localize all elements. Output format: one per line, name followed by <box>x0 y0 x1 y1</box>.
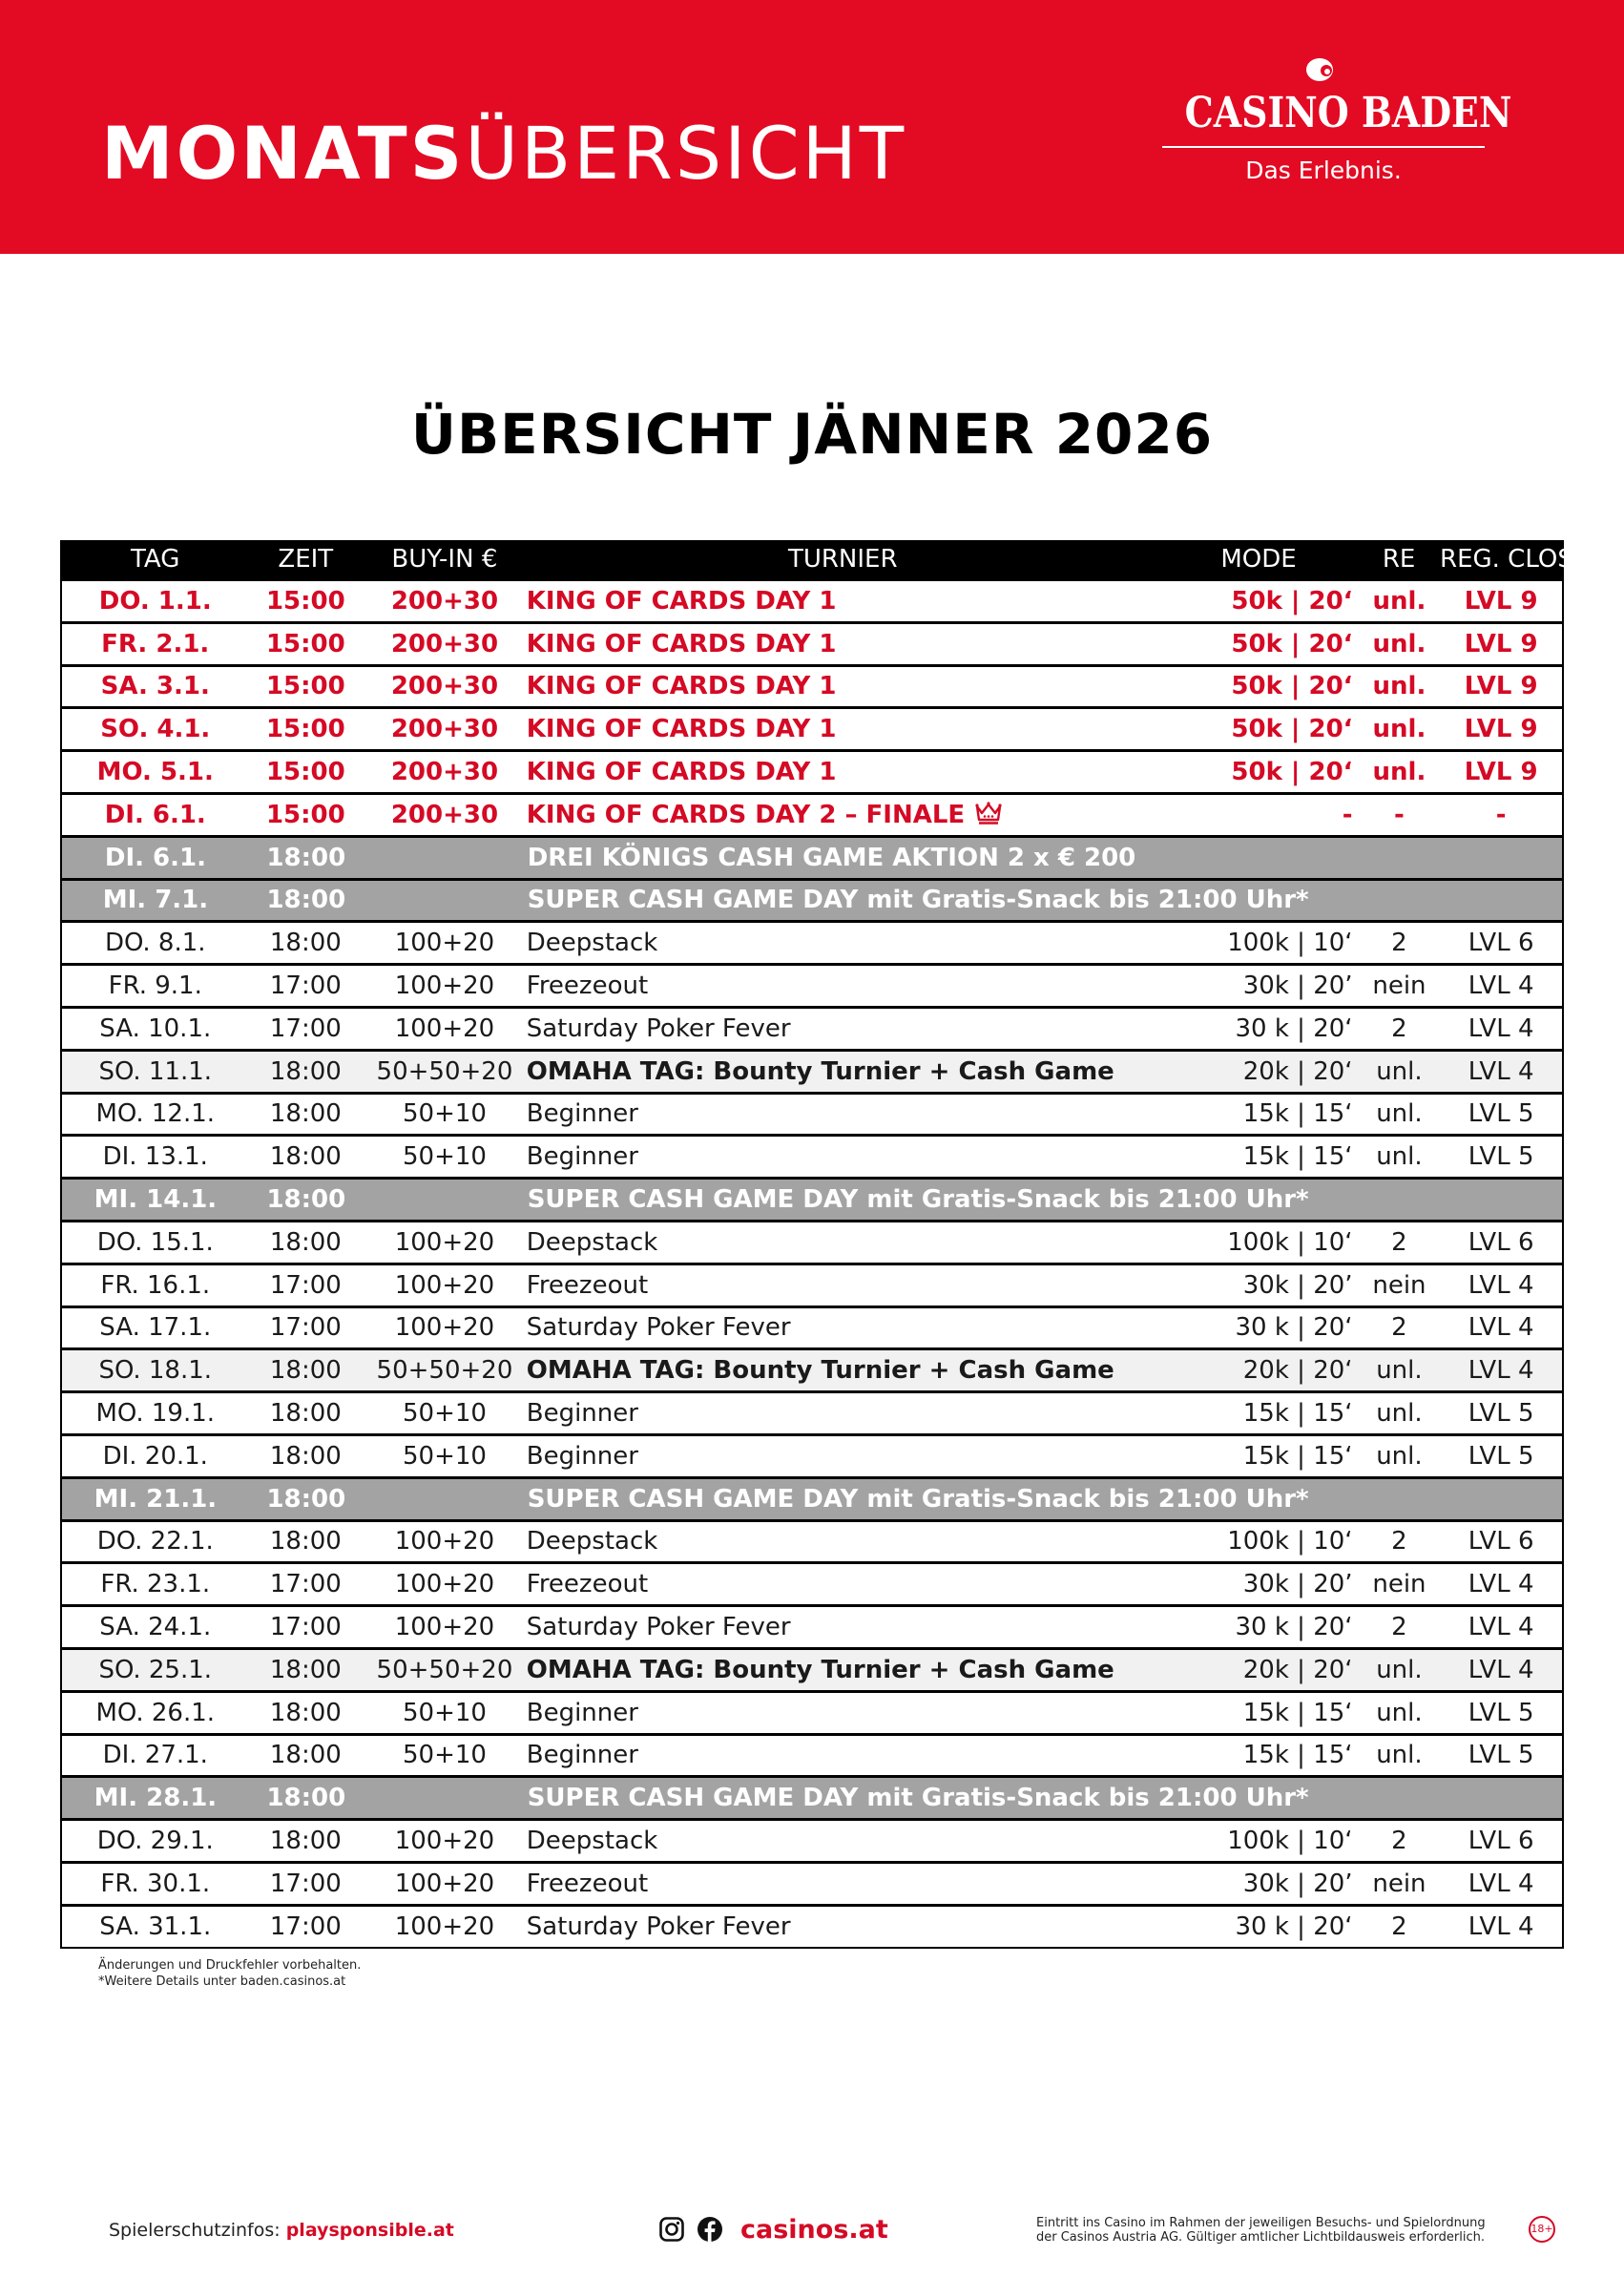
cell-tag: SO. 4.1. <box>100 715 211 744</box>
cell-buyin: 50+50+20 <box>376 1356 513 1386</box>
cell-tag: DO. 15.1. <box>96 1227 214 1257</box>
cell-reg-clos: LVL 9 <box>1464 629 1538 658</box>
cell-buyin: 50+10 <box>402 1099 487 1129</box>
cell-re: unl. <box>1376 1056 1423 1086</box>
cell-tag: FR. 23.1. <box>100 1570 211 1599</box>
cell-turnier <box>527 1565 1159 1603</box>
cell-zeit: 18:00 <box>269 1441 342 1471</box>
cell-zeit: 15:00 <box>265 800 345 829</box>
header-tag: TAG <box>131 545 180 574</box>
cell-turnier <box>527 1736 1159 1774</box>
cell-re: unl. <box>1372 586 1426 616</box>
cell-re: unl. <box>1376 1698 1423 1727</box>
cell-buyin: 100+20 <box>394 971 495 1001</box>
header-zeit: ZEIT <box>278 545 334 574</box>
cell-turnier <box>527 1522 1159 1560</box>
table-row <box>62 1519 1562 1562</box>
cell-mode: 15k | 15‘ <box>1242 1099 1353 1129</box>
table-row <box>62 1006 1562 1049</box>
cell-tag: MI. 7.1. <box>102 886 209 915</box>
cell-re: 2 <box>1391 1827 1407 1855</box>
cell-mode: 30 k | 20‘ <box>1235 1911 1353 1941</box>
table-row-special-event <box>62 1775 1562 1818</box>
cell-turnier <box>527 796 1159 834</box>
cell-turnier <box>527 1053 1159 1091</box>
cell-turnier <box>527 1351 1159 1389</box>
cell-buyin: 100+20 <box>394 1013 495 1043</box>
table-row <box>62 920 1562 963</box>
cell-zeit: 15:00 <box>265 758 345 787</box>
cell-mode: 50k | 20‘ <box>1231 715 1353 744</box>
cell-tag: FR. 30.1. <box>100 1869 211 1898</box>
cell-buyin: 50+10 <box>402 1142 487 1172</box>
cell-reg-clos: LVL 6 <box>1468 929 1534 958</box>
cell-turnier <box>527 1908 1159 1946</box>
cell-zeit: 18:00 <box>269 1827 342 1855</box>
casinos-at-link[interactable]: casinos.at <box>740 2214 888 2245</box>
casino-logo-mark-icon <box>1303 55 1342 84</box>
table-row <box>62 1092 1562 1135</box>
cell-re: unl. <box>1372 758 1426 787</box>
cell-mode: 50k | 20‘ <box>1231 672 1353 701</box>
cell-buyin: 100+20 <box>394 929 495 958</box>
cell-zeit: 15:00 <box>265 672 345 701</box>
cell-zeit: 18:00 <box>269 1056 342 1086</box>
cell-tag: SO. 25.1. <box>98 1655 213 1684</box>
cell-turnier <box>527 1223 1159 1262</box>
cell-reg-clos: LVL 6 <box>1468 1227 1534 1257</box>
cell-tag: MO. 19.1. <box>95 1399 216 1429</box>
cell-re: unl. <box>1376 1142 1423 1172</box>
cell-buyin: 100+20 <box>394 1227 495 1257</box>
cell-zeit: 18:00 <box>266 886 346 915</box>
tournament-name: OMAHA TAG: Bounty Turnier + Cash Game <box>526 1056 1114 1086</box>
cell-mode: 100k | 10‘ <box>1227 1527 1353 1556</box>
tournament-name: Deepstack <box>526 1827 658 1855</box>
table-row <box>62 1134 1562 1177</box>
cell-buyin: 50+50+20 <box>376 1056 513 1086</box>
cell-turnier <box>527 1822 1159 1860</box>
tournament-name: Beginner <box>526 1142 638 1172</box>
cell-reg-clos: LVL 4 <box>1468 1613 1534 1642</box>
tournament-name: Deepstack <box>526 1527 658 1556</box>
instagram-icon[interactable] <box>658 2216 685 2243</box>
cell-turnier <box>527 1394 1159 1432</box>
cell-zeit: 17:00 <box>269 1270 342 1300</box>
cell-re: 2 <box>1391 929 1407 958</box>
cell-buyin: 50+10 <box>402 1698 487 1727</box>
cell-mode: 100k | 10‘ <box>1227 929 1353 958</box>
player-protection-label: Spielerschutzinfos: <box>109 2220 281 2241</box>
cell-turnier <box>527 753 1159 791</box>
table-row <box>62 1733 1562 1776</box>
table-row <box>62 1904 1562 1947</box>
cell-turnier: DREI KÖNIGS CASH GAME AKTION 2 x € 200 <box>527 843 1136 872</box>
cell-buyin: 100+20 <box>394 1869 495 1898</box>
cell-zeit: 18:00 <box>269 1698 342 1727</box>
cell-zeit: 15:00 <box>265 586 345 616</box>
cell-reg-clos: LVL 4 <box>1468 1356 1534 1386</box>
cell-tag: SA. 3.1. <box>100 672 210 701</box>
cell-zeit: 17:00 <box>269 1869 342 1898</box>
tournament-name: Deepstack <box>526 929 658 958</box>
cell-tag: DI. 6.1. <box>104 800 206 829</box>
cell-zeit: 18:00 <box>269 1527 342 1556</box>
cell-mode: 20k | 20‘ <box>1242 1356 1353 1386</box>
footnotes <box>98 1957 361 1990</box>
cell-mode: 30 k | 20‘ <box>1235 1013 1353 1043</box>
cell-re: nein <box>1372 1270 1426 1300</box>
cell-tag: MO. 5.1. <box>96 758 214 787</box>
cell-reg-clos: - <box>1495 800 1507 829</box>
tournament-name: Freezeout <box>526 1270 649 1300</box>
cell-tag: SA. 17.1. <box>99 1313 212 1343</box>
banner-title-light: ÜBERSICHT <box>465 111 907 196</box>
cell-zeit: 17:00 <box>269 1911 342 1941</box>
cell-buyin: 200+30 <box>390 758 499 787</box>
cell-zeit: 17:00 <box>269 971 342 1001</box>
cell-turnier <box>527 1608 1159 1646</box>
cell-tag: FR. 9.1. <box>108 971 202 1001</box>
header-mode: MODE <box>1220 545 1297 574</box>
schedule-table <box>60 540 1582 1949</box>
tournament-name: Freezeout <box>526 971 649 1001</box>
cell-tag: DO. 8.1. <box>104 929 206 958</box>
tournament-name: Saturday Poker Fever <box>526 1613 791 1642</box>
cell-re: 2 <box>1391 1013 1407 1043</box>
tournament-name: Beginner <box>526 1399 638 1429</box>
cell-re: 2 <box>1391 1527 1407 1556</box>
cell-tag: DI. 13.1. <box>102 1142 208 1172</box>
cell-mode: 100k | 10‘ <box>1227 1227 1353 1257</box>
cell-zeit: 18:00 <box>266 843 346 872</box>
tournament-name: Freezeout <box>526 1869 649 1898</box>
banner-title-bold: MONATS <box>101 111 466 196</box>
table-row <box>62 963 1562 1006</box>
header-reg-clos: REG. CLOS. <box>1440 545 1582 574</box>
cell-mode: 15k | 15‘ <box>1242 1142 1353 1172</box>
cell-buyin: 200+30 <box>390 586 499 616</box>
cell-tag: DO. 22.1. <box>96 1527 214 1556</box>
cell-mode: 30k | 20’ <box>1242 971 1353 1001</box>
cell-buyin: 50+10 <box>402 1399 487 1429</box>
cell-re: nein <box>1372 1570 1426 1599</box>
crown-icon <box>974 801 1003 825</box>
cell-reg-clos: LVL 4 <box>1468 971 1534 1001</box>
cell-reg-clos: LVL 4 <box>1468 1013 1534 1043</box>
cell-mode: 30 k | 20‘ <box>1235 1313 1353 1343</box>
cell-tag: DO. 29.1. <box>96 1827 214 1855</box>
cell-turnier <box>527 1694 1159 1732</box>
cell-mode: 50k | 20‘ <box>1231 586 1353 616</box>
cell-mode: 30k | 20’ <box>1242 1869 1353 1898</box>
table-row <box>62 1647 1562 1690</box>
cell-re: - <box>1394 800 1405 829</box>
cell-buyin: 50+50+20 <box>376 1655 513 1684</box>
cell-turnier <box>527 1437 1159 1475</box>
cell-reg-clos: LVL 4 <box>1468 1056 1534 1086</box>
table-row-special-event <box>62 835 1562 878</box>
cell-reg-clos: LVL 9 <box>1464 758 1538 787</box>
table-row <box>62 1604 1562 1647</box>
cell-turnier <box>527 1010 1159 1048</box>
tournament-name: Beginner <box>526 1099 638 1129</box>
cell-reg-clos: LVL 6 <box>1468 1527 1534 1556</box>
table-row <box>62 621 1562 664</box>
logo-divider <box>1162 146 1485 148</box>
cell-re: unl. <box>1376 1655 1423 1684</box>
cell-tag: DI. 27.1. <box>102 1741 208 1770</box>
cell-turnier <box>527 1308 1159 1347</box>
cell-zeit: 18:00 <box>266 1484 346 1514</box>
table-row <box>62 1690 1562 1733</box>
tournament-name: Saturday Poker Fever <box>526 1911 791 1941</box>
cell-mode: 15k | 15‘ <box>1242 1741 1353 1770</box>
page-title: ÜBERSICHT JÄNNER 2026 <box>410 402 1214 467</box>
cell-tag: SO. 18.1. <box>98 1356 213 1386</box>
cell-reg-clos: LVL 4 <box>1468 1869 1534 1898</box>
cell-buyin: 100+20 <box>394 1270 495 1300</box>
cell-re: unl. <box>1376 1399 1423 1429</box>
cell-zeit: 18:00 <box>269 929 342 958</box>
cell-buyin: 100+20 <box>394 1613 495 1642</box>
cell-tag: MI. 28.1. <box>94 1784 218 1813</box>
cell-reg-clos: LVL 5 <box>1468 1142 1534 1172</box>
table-header-row <box>62 540 1582 578</box>
cell-turnier: SUPER CASH GAME DAY mit Gratis-Snack bis 21:00 Uhr* <box>527 1784 1309 1813</box>
cell-zeit: 17:00 <box>269 1613 342 1642</box>
cell-zeit: 17:00 <box>269 1013 342 1043</box>
header-buyin: BUY-IN € <box>391 545 498 574</box>
table-row-special-event <box>62 1177 1562 1220</box>
legal-line-1: Eintritt ins Casino im Rahmen der jeweiligen Besuchs- und Spielordnung <box>1036 2216 1486 2230</box>
casino-baden-logo <box>1162 50 1512 193</box>
cell-mode: 15k | 15‘ <box>1242 1399 1353 1429</box>
table-row <box>62 1861 1562 1904</box>
cell-reg-clos: LVL 5 <box>1468 1099 1534 1129</box>
cell-reg-clos: LVL 4 <box>1468 1313 1534 1343</box>
playsponsible-link[interactable]: playsponsible.at <box>285 2220 454 2241</box>
cell-re: nein <box>1372 1869 1426 1898</box>
cell-mode: 100k | 10‘ <box>1227 1827 1353 1855</box>
tournament-name: OMAHA TAG: Bounty Turnier + Cash Game <box>526 1655 1114 1684</box>
cell-re: 2 <box>1391 1613 1407 1642</box>
cell-tag: DO. 1.1. <box>98 586 212 616</box>
header-re: RE <box>1382 545 1416 574</box>
cell-turnier <box>527 1266 1159 1305</box>
cell-buyin: 200+30 <box>390 672 499 701</box>
cell-reg-clos: LVL 5 <box>1468 1698 1534 1727</box>
cell-buyin: 100+20 <box>394 1570 495 1599</box>
table-row <box>62 1818 1562 1861</box>
cell-reg-clos: LVL 9 <box>1464 672 1538 701</box>
cell-tag: SA. 31.1. <box>99 1911 212 1941</box>
cell-turnier: SUPER CASH GAME DAY mit Gratis-Snack bis 21:00 Uhr* <box>527 886 1309 915</box>
cell-tag: MI. 21.1. <box>94 1484 218 1514</box>
tournament-name: Freezeout <box>526 1570 649 1599</box>
cell-zeit: 17:00 <box>269 1313 342 1343</box>
header-turnier: TURNIER <box>787 545 898 574</box>
tournament-name: Beginner <box>526 1441 638 1471</box>
player-protection <box>109 2220 454 2241</box>
cell-reg-clos: LVL 4 <box>1468 1570 1534 1599</box>
tournament-name: KING OF CARDS DAY 1 <box>526 629 837 658</box>
cell-tag: FR. 16.1. <box>100 1270 211 1300</box>
cell-mode: 30k | 20’ <box>1242 1570 1353 1599</box>
cell-zeit: 18:00 <box>269 1741 342 1770</box>
table-row <box>62 1561 1562 1604</box>
cell-buyin: 100+20 <box>394 1911 495 1941</box>
age-18-badge: 18+ <box>1529 2216 1555 2243</box>
cell-zeit: 18:00 <box>269 1356 342 1386</box>
cell-mode: 30 k | 20‘ <box>1235 1613 1353 1642</box>
footnote-details: *Weitere Details unter baden.casinos.at <box>98 1974 346 1989</box>
cell-reg-clos: LVL 9 <box>1464 586 1538 616</box>
footer <box>0 2212 1624 2250</box>
cell-tag: DI. 20.1. <box>102 1441 208 1471</box>
cell-turnier <box>527 967 1159 1005</box>
cell-zeit: 18:00 <box>269 1655 342 1684</box>
cell-mode: 50k | 20‘ <box>1231 758 1353 787</box>
cell-re: 2 <box>1391 1911 1407 1941</box>
cell-reg-clos: LVL 5 <box>1468 1441 1534 1471</box>
tournament-name: KING OF CARDS DAY 1 <box>526 715 837 744</box>
table-row <box>62 749 1562 792</box>
cell-tag: DI. 6.1. <box>104 843 206 872</box>
cell-reg-clos: LVL 4 <box>1468 1270 1534 1300</box>
cell-re: unl. <box>1372 715 1426 744</box>
cell-tag: SA. 10.1. <box>99 1013 212 1043</box>
cell-re: unl. <box>1376 1741 1423 1770</box>
cell-re: unl. <box>1372 672 1426 701</box>
cell-turnier <box>527 924 1159 962</box>
legal-line-2: der Casinos Austria AG. Gültiger amtlicher Lichtbildausweis erforderlich. <box>1036 2230 1486 2245</box>
cell-zeit: 17:00 <box>269 1570 342 1599</box>
cell-turnier <box>527 582 1159 620</box>
cell-mode: 20k | 20‘ <box>1242 1655 1353 1684</box>
cell-mode: 30k | 20’ <box>1242 1270 1353 1300</box>
cell-reg-clos: LVL 4 <box>1468 1655 1534 1684</box>
cell-turnier: SUPER CASH GAME DAY mit Gratis-Snack bis 21:00 Uhr* <box>527 1185 1309 1215</box>
cell-turnier <box>527 1651 1159 1689</box>
tournament-name: KING OF CARDS DAY 1 <box>526 672 837 701</box>
cell-turnier <box>527 710 1159 748</box>
cell-re: 2 <box>1391 1227 1407 1257</box>
cell-buyin: 200+30 <box>390 629 499 658</box>
cell-reg-clos: LVL 9 <box>1464 715 1538 744</box>
table-row <box>62 1433 1562 1476</box>
cell-mode: - <box>1342 800 1353 829</box>
cell-zeit: 18:00 <box>269 1099 342 1129</box>
cell-mode: 50k | 20‘ <box>1231 629 1353 658</box>
cell-turnier: SUPER CASH GAME DAY mit Gratis-Snack bis 21:00 Uhr* <box>527 1484 1309 1514</box>
facebook-icon[interactable] <box>697 2216 723 2243</box>
header-banner <box>0 0 1624 254</box>
table-row <box>62 1220 1562 1263</box>
table-row <box>62 706 1562 749</box>
table-row <box>62 664 1562 707</box>
footnote-disclaimer: Änderungen und Druckfehler vorbehalten. <box>98 1958 362 1973</box>
tournament-name: KING OF CARDS DAY 2 – FINALE <box>526 800 966 829</box>
tournament-name: Deepstack <box>526 1227 658 1257</box>
cell-tag: FR. 2.1. <box>101 629 210 658</box>
cell-zeit: 18:00 <box>269 1227 342 1257</box>
cell-zeit: 18:00 <box>266 1784 346 1813</box>
cell-zeit: 15:00 <box>265 715 345 744</box>
cell-mode: 15k | 15‘ <box>1242 1698 1353 1727</box>
cell-turnier <box>527 1095 1159 1133</box>
cell-tag: MO. 12.1. <box>95 1099 216 1129</box>
cell-buyin: 100+20 <box>394 1313 495 1343</box>
table-row <box>62 1347 1562 1390</box>
table-row <box>62 1390 1562 1433</box>
banner-title <box>101 111 906 197</box>
cell-zeit: 15:00 <box>265 629 345 658</box>
cell-re: unl. <box>1376 1441 1423 1471</box>
cell-zeit: 18:00 <box>269 1399 342 1429</box>
cell-mode: 20k | 20‘ <box>1242 1056 1353 1086</box>
table-row <box>62 1306 1562 1348</box>
table-row-special-event <box>62 878 1562 921</box>
tournament-name: Saturday Poker Fever <box>526 1313 791 1343</box>
cell-tag: MI. 14.1. <box>94 1185 218 1215</box>
legal-notice <box>1036 2216 1523 2245</box>
cell-turnier <box>527 1138 1159 1176</box>
cell-buyin: 100+20 <box>394 1827 495 1855</box>
cell-reg-clos: LVL 4 <box>1468 1911 1534 1941</box>
cell-zeit: 18:00 <box>269 1142 342 1172</box>
cell-zeit: 18:00 <box>266 1185 346 1215</box>
cell-re: nein <box>1372 971 1426 1001</box>
cell-tag: SO. 11.1. <box>98 1056 213 1086</box>
cell-tag: SA. 24.1. <box>99 1613 212 1642</box>
cell-buyin: 50+10 <box>402 1441 487 1471</box>
cell-buyin: 100+20 <box>394 1527 495 1556</box>
tournament-name: KING OF CARDS DAY 1 <box>526 758 837 787</box>
tournament-name: OMAHA TAG: Bounty Turnier + Cash Game <box>526 1356 1114 1386</box>
cell-re: unl. <box>1376 1356 1423 1386</box>
logo-name: CASINO BADEN <box>1184 89 1512 137</box>
cell-re: unl. <box>1376 1099 1423 1129</box>
cell-reg-clos: LVL 5 <box>1468 1399 1534 1429</box>
table-row <box>62 792 1562 835</box>
table-row <box>62 1049 1562 1092</box>
tournament-name: Saturday Poker Fever <box>526 1013 791 1043</box>
table-row <box>62 1263 1562 1306</box>
table-row-special-event <box>62 1476 1562 1519</box>
cell-reg-clos: LVL 5 <box>1468 1741 1534 1770</box>
cell-re: unl. <box>1372 629 1426 658</box>
cell-turnier <box>527 625 1159 663</box>
cell-reg-clos: LVL 6 <box>1468 1827 1534 1855</box>
tournament-name: Beginner <box>526 1698 638 1727</box>
logo-tagline: Das Erlebnis. <box>1245 157 1402 184</box>
cell-tag: MO. 26.1. <box>95 1698 216 1727</box>
cell-mode: 15k | 15‘ <box>1242 1441 1353 1471</box>
cell-buyin: 200+30 <box>390 715 499 744</box>
tournament-name: KING OF CARDS DAY 1 <box>526 586 837 616</box>
cell-re: 2 <box>1391 1313 1407 1343</box>
cell-turnier <box>527 667 1159 705</box>
cell-buyin: 200+30 <box>390 800 499 829</box>
social-links <box>658 2212 888 2246</box>
tournament-name: Beginner <box>526 1741 638 1770</box>
table-row <box>62 578 1562 621</box>
cell-buyin: 50+10 <box>402 1741 487 1770</box>
cell-turnier <box>527 1865 1159 1903</box>
